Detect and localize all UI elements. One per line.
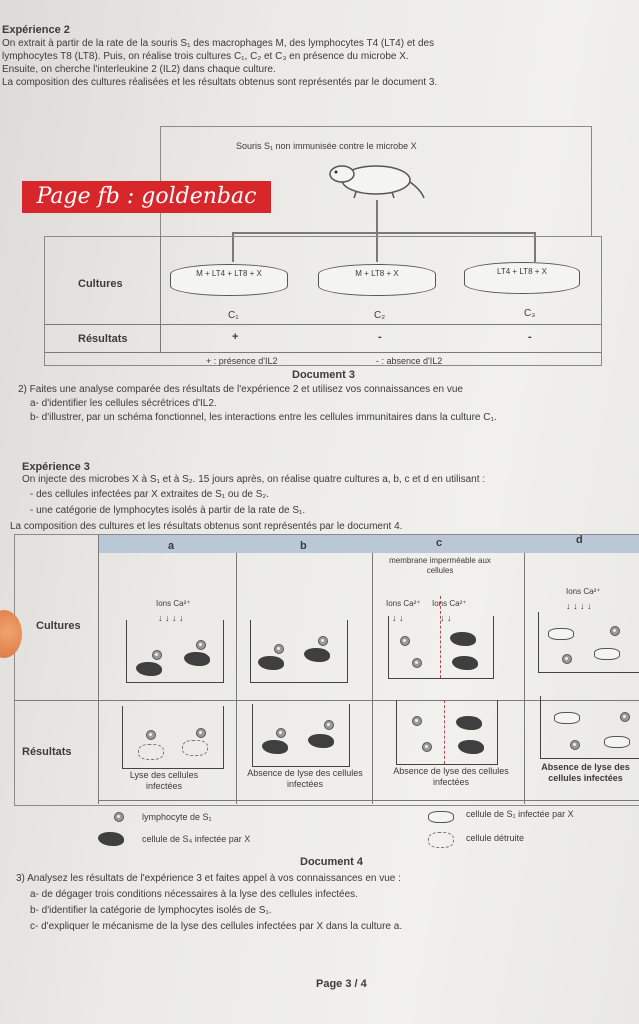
culture-well-d [538, 612, 639, 673]
table-divider [160, 236, 161, 352]
result-caption-b: Absence de lyse des cellules infectées [247, 768, 363, 789]
exp2-paragraph-line: lymphocytes T8 (LT8). Puis, on réalise trois cultures C₁, C₂ et C₃ en présence du microbe X. [2, 51, 409, 62]
result-well-c [396, 700, 498, 765]
table-divider [98, 800, 639, 801]
question2-b: b- d'illustrer, par un schéma fonctionnel, les interactions entre les cellules immunitaires dans la culture C₁. [30, 412, 497, 423]
result-well-a [122, 706, 224, 769]
ions-label-d: Ions Ca²⁺ [566, 587, 601, 596]
legend-infected-s4: cellule de S₄ infectée par X [142, 834, 251, 844]
destroyed-cell-icon [428, 832, 454, 848]
document3-caption: Document 3 [292, 369, 355, 381]
exp2-paragraph-line: La composition des cultures réalisées et les résultats obtenus sont représentés par le document 3. [2, 77, 438, 88]
ions-arrows-icon: ↓ ↓ [440, 613, 452, 623]
results-row-label: Résultats [22, 746, 72, 758]
cultures-row-label: Cultures [78, 278, 123, 290]
lymphocyte-icon [400, 636, 410, 646]
mouse-label: Souris S₁ non immunisée contre le microbe X [236, 141, 417, 151]
result-well-d [540, 696, 639, 759]
table-divider [98, 535, 99, 804]
document3-table [44, 236, 602, 366]
column-header-a: a [168, 540, 175, 552]
table-divider [236, 553, 237, 804]
lymphocyte-icon [196, 640, 206, 650]
infected-cell-icon [458, 740, 484, 754]
infected-cell-icon [456, 716, 482, 730]
culture-well-b [250, 620, 348, 683]
ions-label-c1: Ions Ca²⁺ [386, 599, 421, 608]
lymphocyte-icon [412, 658, 422, 668]
exp3-title: Expérience 3 [22, 461, 90, 473]
lymphocyte-icon [318, 636, 328, 646]
infected-cell-icon [452, 656, 478, 670]
lymphocyte-icon [422, 742, 432, 752]
s4-cell-icon [594, 648, 620, 660]
lymphocyte-icon [152, 650, 162, 660]
question3: 3) Analysez les résultats de l'expérience 3 et faites appel à vos connaissances en vue : [16, 873, 401, 884]
lymphocyte-icon [196, 728, 206, 738]
column-header-b: b [300, 540, 307, 552]
destroyed-cell-icon [182, 740, 208, 756]
question3-a: a- de dégager trois conditions nécessaires à la lyse des cellules infectées. [30, 889, 358, 900]
question2: 2) Faites une analyse comparée des résultats de l'expérience 2 et utilisez vos connaissances en vue [18, 384, 463, 395]
infected-cell-icon [184, 652, 210, 666]
cultures-row-label: Cultures [36, 620, 81, 632]
infected-cell-icon [258, 656, 284, 670]
question2-a: a- d'identifier les cellules sécrétrices d'IL2. [30, 398, 217, 409]
ions-label-c2: Ions Ca²⁺ [432, 599, 467, 608]
legend-infected-s1: cellule de S₁ infectée par X [466, 809, 574, 819]
membrane-label: membrane imperméable aux cellules [389, 556, 491, 575]
culture-well-c [388, 616, 494, 679]
table-divider [44, 352, 601, 353]
result-caption-d: Absence de lyse des cellules infectées [541, 762, 630, 783]
question3-c: c- d'expliquer le mécanisme de la lyse des cellules infectées par X dans la culture a. [30, 921, 403, 932]
lymphocyte-icon [412, 716, 422, 726]
page-number: Page 3 / 4 [316, 978, 367, 990]
column-header-c: c [436, 537, 443, 549]
exp2-title: Expérience 2 [2, 24, 70, 36]
column-header-band [98, 535, 639, 553]
ions-label-a: Ions Ca²⁺ [156, 599, 191, 608]
result-well-b [252, 704, 350, 767]
destroyed-cell-icon [138, 744, 164, 760]
exp2-paragraph-line: On extrait à partir de la rate de la souris S₁ des macrophages M, des lymphocytes T4 (LT4) et des [2, 38, 435, 49]
culture-label-c1: C₁ [228, 310, 239, 321]
exp3-paragraph-line: La composition des cultures et les résultats obtenus sont représentés par le document 4. [10, 521, 403, 532]
culture-dish-c2: M + LT8 + X [318, 264, 436, 296]
culture-label-c2: C₂ [374, 310, 386, 321]
culture-label-c3: C₃ [524, 308, 536, 319]
legend-destroyed: cellule détruite [466, 833, 525, 843]
exp2-paragraph-line: Ensuite, on cherche l'interleukine 2 (IL2) dans chaque culture. [2, 64, 276, 75]
ions-arrows-icon: ↓ ↓ ↓ ↓ [158, 613, 184, 623]
document4-caption: Document 4 [300, 856, 363, 868]
table-divider [524, 553, 525, 804]
legend-lymphocyte: lymphocyte de S₁ [142, 812, 212, 822]
results-row-label: Résultats [78, 333, 128, 345]
lymphocyte-icon [562, 654, 572, 664]
lymphocyte-icon [324, 720, 334, 730]
branch-line [232, 232, 535, 234]
column-header-d: d [576, 534, 583, 546]
ions-arrows-icon: ↓ ↓ ↓ ↓ [566, 601, 592, 611]
ions-arrows-icon: ↓ ↓ [392, 613, 404, 623]
membrane-separator [444, 700, 445, 764]
infected-cell-icon [304, 648, 330, 662]
table-divider [372, 553, 373, 804]
culture-dish-c3: LT4 + LT8 + X [464, 262, 580, 294]
s4-cell-icon [604, 736, 630, 748]
infected-cell-icon [450, 632, 476, 646]
result-c2: - [378, 331, 382, 343]
infected-cell-icon [136, 662, 162, 676]
infected-cell-icon [98, 832, 124, 846]
s4-cell-icon [428, 811, 454, 823]
exp3-bullet: - une catégorie de lymphocytes isolés à partir de la rate de S₁. [30, 505, 306, 516]
table-divider [44, 324, 601, 325]
lymphocyte-icon [570, 740, 580, 750]
result-c3: - [528, 331, 532, 343]
infected-cell-icon [308, 734, 334, 748]
mouse-icon [306, 160, 426, 200]
legend-presence: + : présence d'IL2 [206, 356, 278, 366]
s4-cell-icon [548, 628, 574, 640]
result-c1: + [232, 331, 239, 343]
watermark-banner: Page fb : goldenbac [22, 181, 271, 213]
lymphocyte-icon [620, 712, 630, 722]
result-caption-a: Lyse des cellules infectées [129, 770, 199, 791]
result-caption-c: Absence de lyse des cellules infectées [393, 766, 509, 787]
culture-dish-c1: M + LT4 + LT8 + X [170, 264, 288, 296]
membrane-separator [440, 596, 441, 678]
lymphocyte-icon [146, 730, 156, 740]
exp3-bullet: - des cellules infectées par X extraites de S₁ ou de S₂. [30, 489, 270, 500]
lymphocyte-icon [610, 626, 620, 636]
s4-cell-icon [554, 712, 580, 724]
question3-b: b- d'identifier la catégorie de lymphocytes isolés de S₁. [30, 905, 272, 916]
lymphocyte-icon [274, 644, 284, 654]
lymphocyte-icon [276, 728, 286, 738]
exp3-paragraph-line: On injecte des microbes X à S₁ et à S₂. 15 jours après, on réalise quatre cultures a, b, c et d en utilisant : [22, 474, 486, 485]
lymphocyte-icon [114, 812, 124, 822]
legend-absence: - : absence d'IL2 [376, 356, 443, 366]
infected-cell-icon [262, 740, 288, 754]
